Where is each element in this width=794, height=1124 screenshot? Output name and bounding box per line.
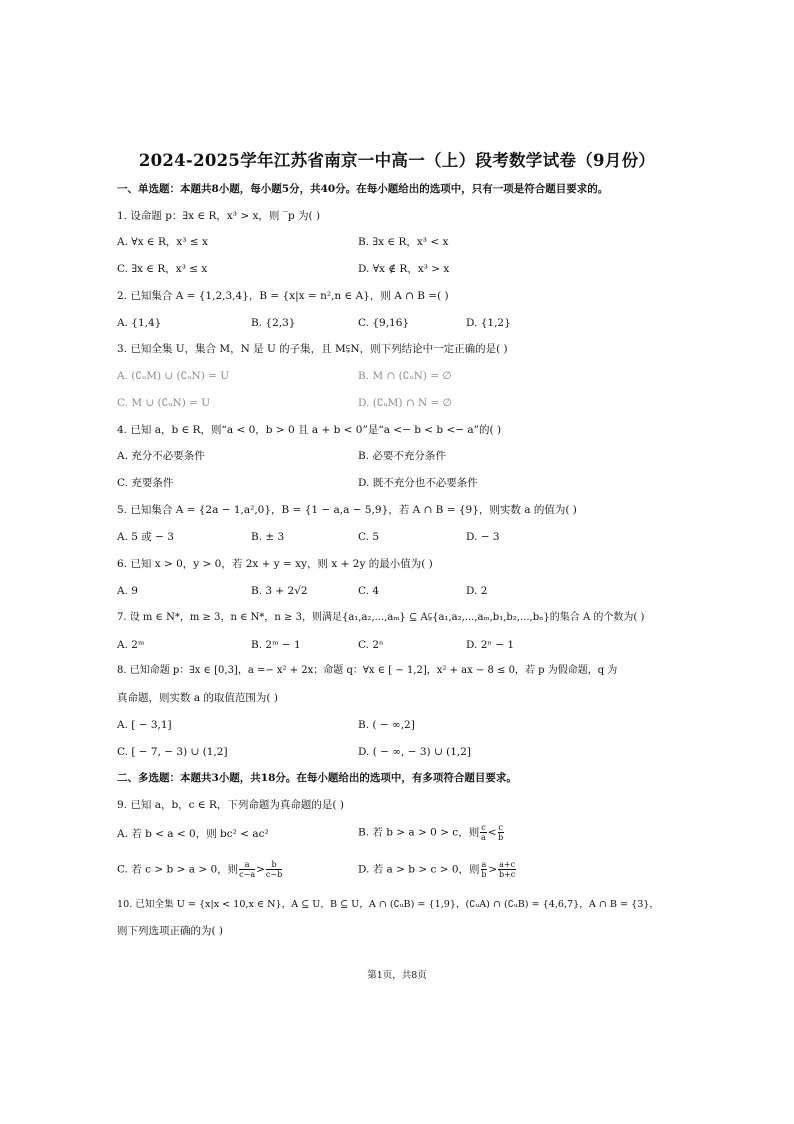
fraction: $\frac{a+c}{b+c}$ [498,860,516,879]
fraction: $\frac{c}{a}$ [481,823,486,842]
question-9-option-b [358,823,505,842]
question-1-stem: 1. 设命题 p：∃x ∈ R，x³ > x，则 ‾p 为( ) [117,210,321,222]
question-8-option-b: B. ( − ∞,2] [358,719,415,731]
question-3-option-c: C. M ∪ (∁ᵤN) = U [117,397,211,409]
question-3-stem: 3. 已知全集 U，集合 M，N 是 U 的子集，且 M⫋N，则下列结论中一定正确的是( ) [117,343,508,355]
question-6-option-d: D. 2 [466,585,488,597]
question-6-option-c: C. 4 [358,585,380,597]
question-2-option-b: B. {2,3} [251,317,296,329]
question-8-option-d: D. ( − ∞, − 3) ∪ (1,2] [358,746,471,758]
question-6-option-a: A. 9 [117,585,138,597]
section-heading-single-choice: 一、单选题：本题共8小题，每小题5分，共40分。在每小题给出的选项中，只有一项是符合题目要求的。 [117,183,609,195]
question-8-option-a: A. [ − 3,1] [117,719,172,731]
question-9-option-c [117,860,283,879]
question-2-stem: 2. 已知集合 A = {1,2,3,4}，B = {x|x = n²,n ∈ A}，则 A ∩ B =( ) [117,290,449,302]
option-b-condition: B. 若 b > a > 0 > c，则 [358,826,480,839]
question-5-stem: 5. 已知集合 A = {2a − 1,a²,0}，B = {1 − a,a − 5,9}，若 A ∩ B = {9}，则实数 a 的值为( ) [117,504,577,516]
question-1-option-a: A. ∀x ∈ R，x³ ≤ x [117,236,208,248]
question-5-option-c: C. 5 [358,531,380,543]
question-9-stem: 9. 已知 a，b，c ∈ R，下列命题为真命题的是( ) [117,799,344,811]
question-8-option-c: C. [ − 7, − 3) ∪ (1,2] [117,746,228,758]
question-7-option-b: B. 2ᵐ − 1 [251,639,301,651]
page-footer: 第1页，共8页 [367,970,427,981]
option-c-condition: C. 若 c > b > a > 0，则 [117,863,239,876]
question-7-option-c: C. 2ⁿ [358,639,384,651]
question-9-option-a: A. 若 b < a < 0，则 bc² < ac² [117,828,269,840]
question-4-stem: 4. 已知 a，b ∈ R，则“a < 0，b > 0 且 a + b < 0”是“a <− b < b <− a”的( ) [117,424,502,436]
question-2-option-c: C. {9,16} [358,317,410,329]
question-3-option-d: D. (∁ᵤM) ∩ N = ∅ [358,397,452,409]
fraction: $\frac{b}{c-b}$ [265,860,283,879]
question-8-stem-line2: 真命题，则实数 a 的取值范围为( ) [117,692,278,704]
question-6-stem: 6. 已知 x > 0，y > 0，若 2x + y = xy，则 x + 2y 的最小值为( ) [117,558,433,570]
page-title: 2024-2025学年江苏省南京一中高一（上）段考数学试卷（9月份） [138,151,656,170]
question-4-option-a: A. 充分不必要条件 [117,450,205,462]
question-5-option-a: A. 5 或 − 3 [117,531,174,543]
question-1-option-b: B. ∃x ∈ R，x³ < x [358,236,449,248]
question-9-option-d [358,860,517,879]
question-4-option-c: C. 充要条件 [117,477,174,489]
fraction: $\frac{a}{b}$ [481,860,487,879]
question-4-option-d: D. 既不充分也不必要条件 [358,477,478,489]
question-5-option-b: B. ± 3 [251,531,285,543]
question-7-option-d: D. 2ⁿ − 1 [466,639,515,651]
question-6-option-b: B. 3 + 2√2 [251,585,308,597]
comparison-operator: > [488,863,498,876]
fraction: $\frac{c}{b}$ [498,823,504,842]
comparison-operator: < [487,826,497,839]
question-4-option-b: B. 必要不充分条件 [358,450,446,462]
question-2-option-a: A. {1,4} [117,317,162,329]
question-10-stem-line2: 则下列选项正确的为( ) [117,925,224,937]
section-heading-multiple-choice: 二、多选题：本题共3小题，共18分。在每小题给出的选项中，有多项符合题目要求。 [117,772,517,784]
fraction: $\frac{a}{c-a}$ [239,860,256,879]
question-10-stem-line1: 10. 已知全集 U = {x|x < 10,x ∈ N}，A ⊆ U，B ⊆ U，A ∩ (∁ᵤB) = {1,9}，(∁ᵤA) ∩ (∁ᵤB) = {4,6,7}，A ∩ B = {3}， [117,899,660,910]
question-3-option-a: A. (∁ᵤM) ∪ (∁ᵤN) = U [117,370,230,382]
question-7-stem: 7. 设 m ∈ N*，m ≥ 3，n ∈ N*，n ≥ 3，则满足{a₁,a₂,...,aₘ} ⊆ A⫋{a₁,a₂,...,aₘ,b₁,b₂,...,bₙ}的集合 A 的个数为( ) [117,612,645,623]
question-3-option-b: B. M ∩ (∁ᵤN) = ∅ [358,370,452,382]
comparison-operator: > [256,863,265,876]
question-8-stem-line1: 8. 已知命题 p：∃x ∈ [0,3]，a =− x² + 2x；命题 q：∀x ∈ [ − 1,2]，x² + ax − 8 ≤ 0，若 p 为假命题，q 为 [117,665,618,676]
question-7-option-a: A. 2ᵐ [117,639,145,651]
question-1-option-c: C. ∃x ∈ R，x³ ≤ x [117,263,208,275]
option-d-condition: D. 若 a > b > c > 0，则 [358,863,480,876]
question-2-option-d: D. {1,2} [466,317,511,329]
question-5-option-d: D. − 3 [466,531,500,543]
question-1-option-d: D. ∀x ∉ R，x³ > x [358,263,450,275]
